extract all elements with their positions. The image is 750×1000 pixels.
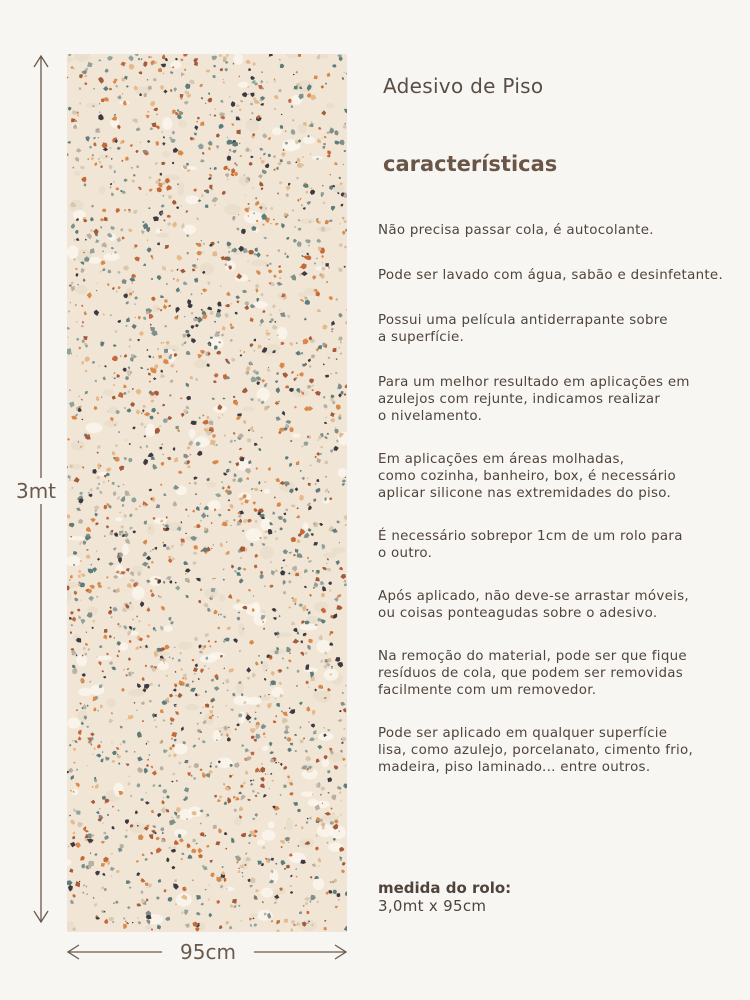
roll-measure-value: 3,0mt x 95cm [378, 897, 487, 915]
feature-item: Para um melhor resultado em aplicações em azulejos com rejunte, indicamos realizar o nivelamento. [378, 375, 690, 424]
feature-item: Não precisa passar cola, é autocolante. [378, 223, 654, 238]
feature-item: Na remoção do material, pode ser que fique resíduos de cola, que podem ser removidas facilmente com um removedor. [378, 649, 687, 698]
feature-item: É necessário sobrepor 1cm de um rolo para o outro. [378, 529, 683, 561]
roll-measure-label: medida do rolo: [378, 879, 512, 897]
feature-item: Pode ser lavado com água, sabão e desinfetante. [378, 268, 724, 283]
feature-item: Possui uma película antiderrapante sobre a superfície. [378, 313, 668, 345]
feature-item: Após aplicado, não deve-se arrastar móveis, ou coisas ponteagudas sobre o adesivo. [378, 589, 689, 621]
product-title: Adesivo de Piso [383, 74, 544, 98]
features-heading: características [383, 152, 558, 176]
width-dimension-label: 95cm [162, 940, 254, 964]
height-dimension-label: 3mt [8, 478, 64, 504]
feature-item: Em aplicações em áreas molhadas, como cozinha, banheiro, box, é necessário aplicar silicone nas extremidades do piso. [378, 452, 677, 501]
features-list [378, 222, 743, 802]
feature-item: Pode ser aplicado em qualquer superfície lisa, como azulejo, porcelanato, cimento frio, madeira, piso laminado... entre outros. [378, 726, 694, 775]
